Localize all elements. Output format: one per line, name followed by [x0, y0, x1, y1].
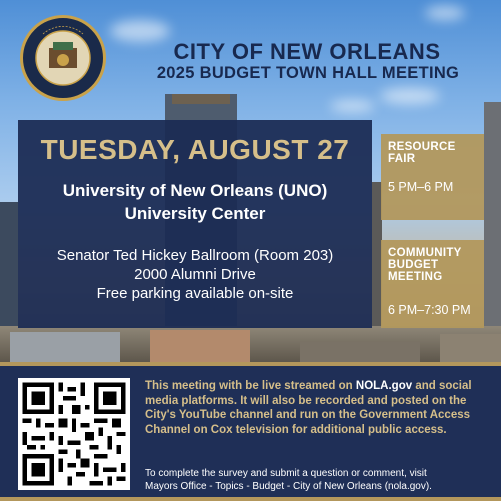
building: [484, 102, 501, 362]
venue-building: University Center: [124, 204, 266, 223]
parking-note: Free parking available on-site: [96, 285, 294, 302]
street-address: 2000 Alumni Drive: [134, 266, 256, 283]
event-venue: [18, 179, 372, 225]
city-seal-logo: [20, 15, 106, 101]
survey-instructions: [145, 468, 490, 493]
building: [300, 342, 420, 362]
venue-name: University of New Orleans (UNO): [62, 181, 328, 200]
schedule-community-meeting: [381, 240, 484, 328]
schedule-resource-fair: [381, 134, 484, 220]
qr-code[interactable]: [18, 378, 130, 490]
building-crown: [172, 94, 230, 104]
schedule-time: 5 PM–6 PM: [388, 180, 454, 194]
schedule-heading: COMMUNITY BUDGET MEETING: [388, 247, 462, 283]
building: [150, 330, 250, 362]
event-date: TUESDAY, AUGUST 27: [40, 134, 350, 165]
survey-line: To complete the survey and submit a question or comment, visit: [145, 468, 427, 479]
footer-band: [0, 362, 501, 501]
survey-path: Mayors Office - Topics - Budget - City of New Orleans (nola.gov).: [145, 480, 432, 492]
building: [440, 334, 501, 362]
event-location-details: [18, 246, 372, 303]
schedule-heading: RESOURCE FAIR: [388, 141, 456, 165]
page-subtitle: 2025 BUDGET TOWN HALL MEETING: [156, 64, 460, 82]
room-name: Senator Ted Hickey Ballroom (Room 203): [56, 247, 334, 264]
building: [10, 332, 120, 362]
cloud: [425, 6, 465, 20]
schedule-time: 6 PM–7:30 PM: [388, 303, 471, 317]
page-title: CITY OF NEW ORLEANS: [173, 39, 441, 64]
cloud: [330, 100, 375, 112]
cloud: [380, 88, 440, 104]
footer-border: [0, 497, 501, 501]
livestream-notice: This meeting with be live streamed on NOLA.gov and social media platforms. It will also be recorded and posted on the City's YouTube channel and run on the Government Access Channel on Cox television for additional public access.: [145, 380, 472, 436]
cloud: [110, 20, 170, 42]
event-details-panel: [18, 120, 372, 328]
nola-gov-link[interactable]: NOLA.gov: [355, 380, 413, 392]
